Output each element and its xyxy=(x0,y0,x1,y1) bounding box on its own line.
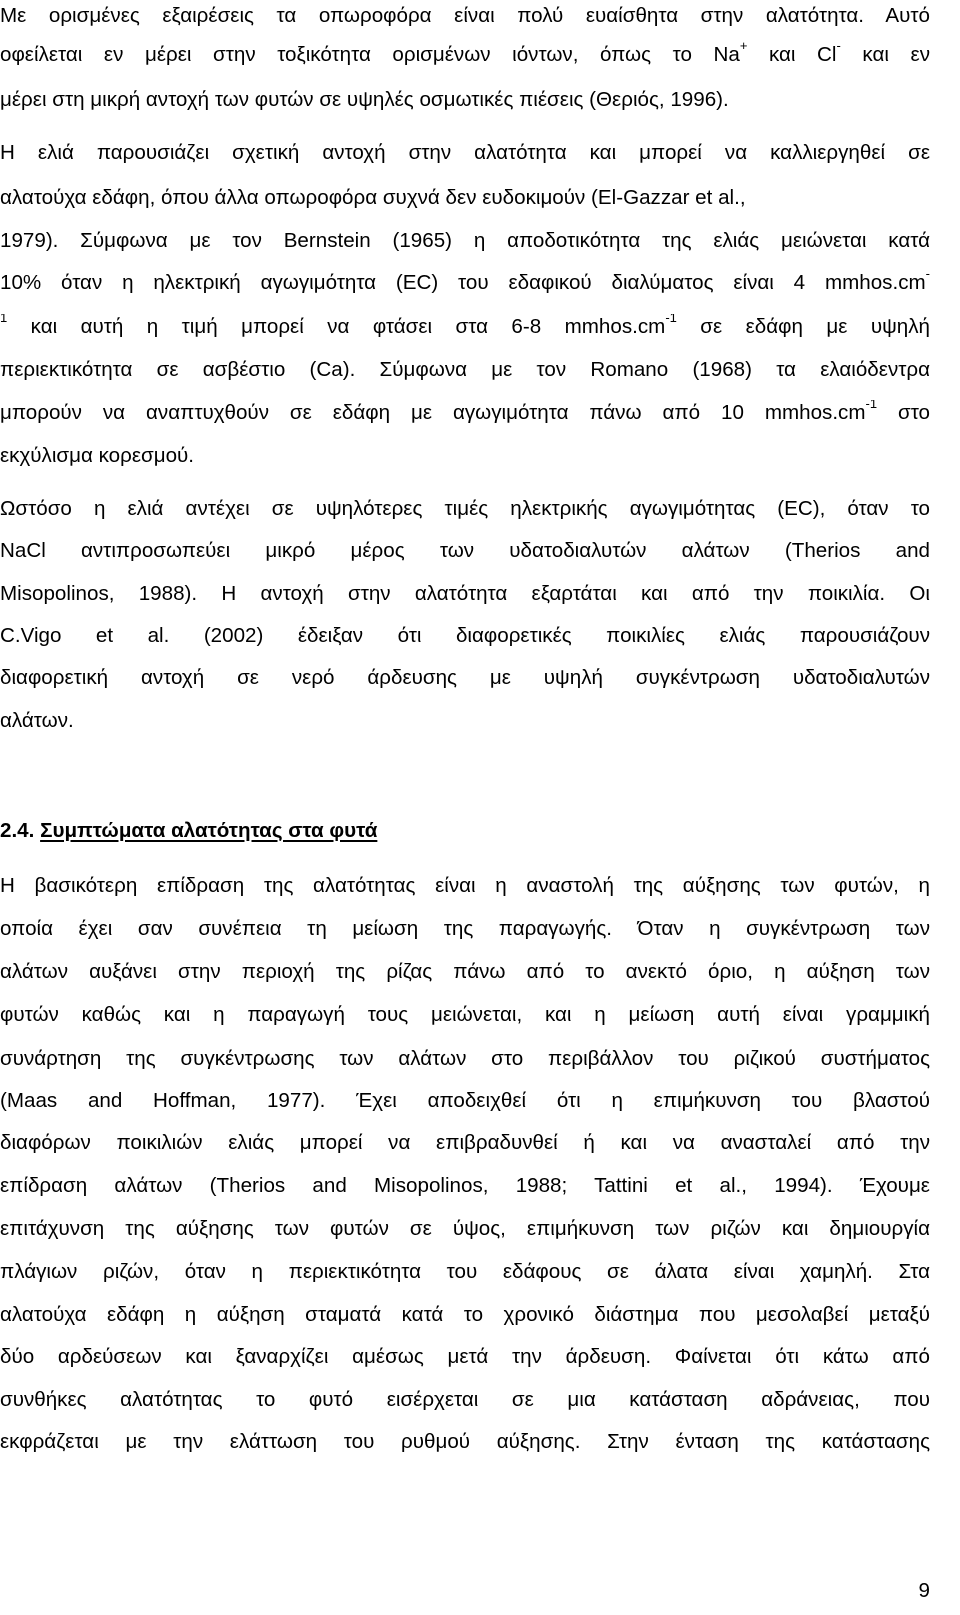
text-segment: στο xyxy=(877,401,930,424)
superscript: 1 xyxy=(0,314,8,326)
superscript: - xyxy=(925,270,930,282)
paragraph-2-line-4 xyxy=(0,270,930,296)
superscript: - xyxy=(836,42,841,54)
paragraph-4-line-11: αλατούχα εδάφη η αύξηση σταματά κατά το χρονικό διάστημα που μεσολαβεί μεταξύ xyxy=(0,1303,930,1326)
paragraph-1-line-1: Με ορισμένες εξαιρέσεις τα οπωροφόρα είναι πολύ ευαίσθητα στην αλατότητα. Αυτό xyxy=(0,4,930,27)
superscript: -1 xyxy=(665,314,677,326)
section-number: 2.4. xyxy=(0,819,35,842)
paragraph-4-line-10: πλάγιων ριζών, όταν η περιεκτικότητα του εδάφους σε άλατα είναι χαμηλή. Στα xyxy=(0,1260,930,1283)
paragraph-4-line-5: συνάρτηση της συγκέντρωσης των αλάτων στο περιβάλλον του ριζικού συστήματος xyxy=(0,1047,930,1070)
paragraph-4-line-14: εκφράζεται με την ελάττωση του ρυθμού αύξησης. Στην ένταση της κατάστασης xyxy=(0,1430,930,1453)
section-title: Συμπτώματα αλατότητας στα φυτά xyxy=(40,819,378,842)
text-segment: σε εδάφη με υψηλή xyxy=(676,315,930,338)
paragraph-3-line-6: αλάτων. xyxy=(0,709,74,732)
paragraph-3-line-3: Misopolinos, 1988). Η αντοχή στην αλατότητα εξαρτάται και από την ποικιλία. Οι xyxy=(0,582,930,605)
text-segment: και εν xyxy=(840,43,930,66)
paragraph-4-line-7: διαφόρων ποικιλιών ελιάς μπορεί να επιβραδυνθεί ή και να ανασταλεί από την xyxy=(0,1131,930,1154)
paragraph-4-line-3: αλάτων αυξάνει στην περιοχή της ρίζας πάνω από το ανεκτό όριο, η αύξηση των xyxy=(0,960,930,983)
text-segment: 10% όταν η ηλεκτρική αγωγιμότητα (EC) του εδαφικού διαλύματος είναι 4 mmhos.cm xyxy=(0,271,926,294)
text-segment: και Cl xyxy=(747,43,837,66)
paragraph-4-line-4: φυτών καθώς και η παραγωγή τους μειώνεται, και η μείωση αυτή είναι γραμμική xyxy=(0,1003,930,1026)
paragraph-4-line-12: δύο αρδεύσεων και ξαναρχίζει αμέσως μετά την άρδευση. Φαίνεται ότι κάτω από xyxy=(0,1345,930,1368)
text-segment: οφείλεται εν μέρει στην τοξικότητα ορισμένων ιόντων, όπως το Na xyxy=(0,43,740,66)
text-segment: μπορούν να αναπτυχθούν σε εδάφη με αγωγιμότητα πάνω από 10 mmhos.cm xyxy=(0,401,866,424)
paragraph-3-line-1: Ωστόσο η ελιά αντέχει σε υψηλότερες τιμές ηλεκτρικής αγωγιμότητας (EC), όταν το xyxy=(0,497,930,520)
paragraph-2-line-2: αλατούχα εδάφη, όπου άλλα οπωροφόρα συχνά δεν ευδοκιμούν (El-Gazzar et al., xyxy=(0,186,746,209)
superscript: -1 xyxy=(865,400,878,412)
paragraph-2-line-3: 1979). Σύμφωνα με τον Bernstein (1965) η αποδοτικότητα της ελιάς μειώνεται κατά xyxy=(0,229,930,252)
paragraph-2-line-7 xyxy=(0,400,930,426)
superscript: + xyxy=(739,42,748,54)
paragraph-2-line-6: περιεκτικότητα σε ασβέστιο (Ca). Σύμφωνα με τον Romano (1968) τα ελαιόδεντρα xyxy=(0,358,930,381)
paragraph-3-line-2: NaCl αντιπροσωπεύει μικρό μέρος των υδατοδιαλυτών αλάτων (Therios and xyxy=(0,539,930,562)
paragraph-2-line-1: Η ελιά παρουσιάζει σχετική αντοχή στην αλατότητα και μπορεί να καλλιεργηθεί σε xyxy=(0,141,930,164)
paragraph-4-line-9: επιτάχυνση της αύξησης των φυτών σε ύψος, επιμήκυνση των ριζών και δημιουργία xyxy=(0,1217,930,1240)
paragraph-4-line-2: οποία έχει σαν συνέπεια τη μείωση της παραγωγής. Όταν η συγκέντρωση των xyxy=(0,917,930,940)
paragraph-4-line-6: (Maas and Hoffman, 1977). Έχει αποδειχθεί ότι η επιμήκυνση του βλαστού xyxy=(0,1089,930,1112)
paragraph-1-line-2 xyxy=(0,42,930,68)
paragraph-2-line-8: εκχύλισμα κορεσμού. xyxy=(0,444,195,467)
paragraph-4-line-1: Η βασικότερη επίδραση της αλατότητας είναι η αναστολή της αύξησης των φυτών, η xyxy=(0,874,930,897)
paragraph-2-line-5 xyxy=(0,314,930,340)
paragraph-4-line-8: επίδραση αλάτων (Therios and Misopolinos, 1988; Tattini et al., 1994). Έχουμε xyxy=(0,1174,930,1197)
section-heading xyxy=(0,818,377,844)
page-number: 9 xyxy=(918,1579,930,1602)
paragraph-3-line-4: C.Vigo et al. (2002) έδειξαν ότι διαφορετικές ποικιλίες ελιάς παρουσιάζουν xyxy=(0,624,930,647)
paragraph-3-line-5: διαφορετική αντοχή σε νερό άρδευσης με υψηλή συγκέντρωση υδατοδιαλυτών xyxy=(0,666,930,689)
text-segment: και αυτή η τιμή μπορεί να φτάσει στα 6-8 mmhos.cm xyxy=(7,315,666,338)
paragraph-1-line-3: μέρει στη μικρή αντοχή των φυτών σε υψηλές οσμωτικές πιέσεις (Θεριός, 1996). xyxy=(0,88,729,111)
paragraph-4-line-13: συνθήκες αλατότητας το φυτό εισέρχεται σε μια κατάσταση αδράνειας, που xyxy=(0,1388,930,1411)
